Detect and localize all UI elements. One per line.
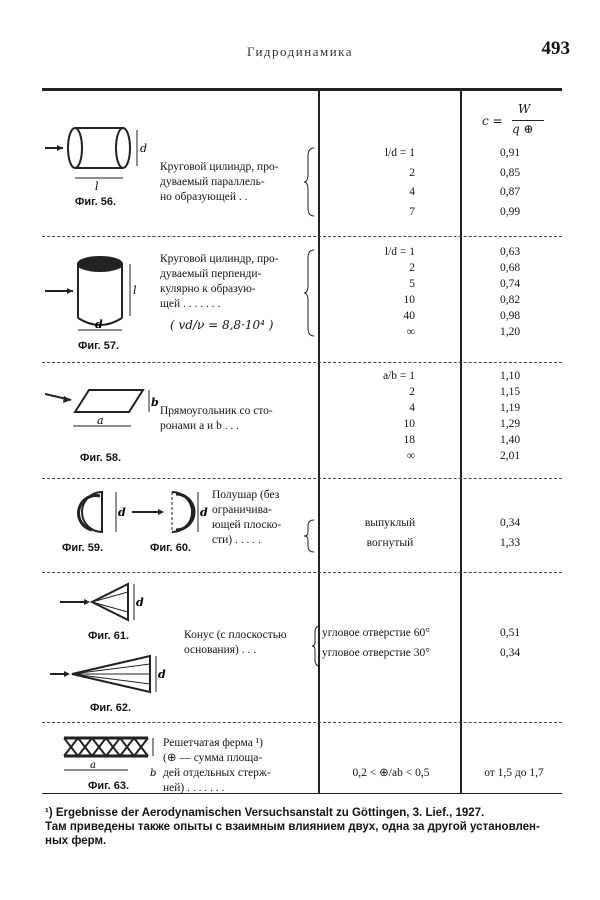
svg-text:d: d bbox=[140, 142, 148, 155]
param-column: l/d = 1 2 4 7 bbox=[384, 147, 415, 218]
svg-text:b: b bbox=[151, 396, 159, 409]
svg-text:a: a bbox=[90, 760, 96, 771]
table-top-rule bbox=[42, 88, 562, 91]
brace bbox=[312, 624, 322, 668]
value-column: 0,34 1,33 bbox=[499, 517, 521, 549]
section-title: Гидродинамика bbox=[246, 44, 354, 59]
value-column: 0,91 0,85 0,87 0,99 bbox=[499, 147, 521, 218]
figure-caption: Фиг. 63. bbox=[88, 780, 130, 792]
svg-text:l: l bbox=[133, 284, 137, 297]
value-column: от 1,5 до 1,7 bbox=[484, 767, 544, 779]
row-separator bbox=[42, 572, 562, 573]
hemisphere-concave-figure bbox=[132, 486, 212, 541]
row-separator bbox=[42, 362, 562, 363]
footnote: ¹) Ergebnisse der Aerodynamischen Versuchsanstalt zu Göttingen, 3. Lief., 1927. Там приведены также опыты с взаимным влиянием двух, одна за другой установлен- ных ферм. bbox=[45, 807, 540, 847]
table-bottom-rule bbox=[42, 793, 562, 794]
value-column: 1,10 1,15 1,19 1,29 1,40 2,01 bbox=[499, 370, 521, 462]
figure-caption: Фиг. 56. bbox=[75, 196, 117, 208]
param-column: угловое отверстие 60° угловое отверстие 30° bbox=[322, 627, 430, 659]
lattice-truss-figure bbox=[58, 730, 158, 780]
row-separator bbox=[42, 722, 562, 723]
figure-caption: Фиг. 58. bbox=[80, 452, 122, 464]
figure-caption: Фиг. 57. bbox=[78, 340, 120, 352]
figure-caption: Фиг. 59. bbox=[62, 542, 104, 554]
hemisphere-convex-figure bbox=[62, 486, 132, 541]
value-column: 0,63 0,68 0,74 0,82 0,98 1,20 bbox=[499, 246, 521, 338]
row-separator bbox=[42, 478, 562, 479]
brace bbox=[304, 518, 316, 554]
brace bbox=[304, 248, 316, 338]
figure-caption: Фиг. 62. bbox=[90, 702, 132, 714]
figure-caption: Фиг. 61. bbox=[88, 630, 130, 642]
reynolds-formula: ( vd/ν = 8,8·10⁴ ) bbox=[170, 318, 274, 332]
row-separator bbox=[42, 236, 562, 237]
param-column: a/b = 1 2 4 10 18 ∞ bbox=[382, 370, 415, 462]
value-column: 0,51 0,34 bbox=[499, 627, 521, 659]
svg-text:d: d bbox=[158, 668, 166, 681]
cone-60-figure bbox=[60, 578, 150, 628]
formula-lhs: c = bbox=[482, 114, 503, 128]
svg-text:a: a bbox=[97, 414, 104, 427]
param-column: выпуклый вогнутый bbox=[364, 517, 416, 549]
formula-denominator: q ⊕ bbox=[512, 122, 534, 136]
param-column: l/d = 1 2 5 10 40 ∞ bbox=[384, 246, 415, 338]
shape-description: Полушар (без ограничива- ющей плоско- сти) . . . . . bbox=[212, 489, 282, 546]
column-divider-left bbox=[318, 88, 320, 793]
svg-text:d: d bbox=[95, 318, 103, 331]
shape-description: Круговой цилиндр, про- дуваемый параллель- но образующей . . bbox=[160, 161, 279, 203]
cylinder-perpendicular-figure bbox=[45, 246, 155, 336]
figure-caption: Фиг. 60. bbox=[150, 542, 192, 554]
cone-30-figure bbox=[50, 650, 180, 700]
shape-description: Конус (с плоскостью основания) . . . bbox=[184, 629, 287, 656]
cylinder-parallel-figure bbox=[45, 118, 155, 193]
brace bbox=[304, 146, 316, 218]
svg-text:d: d bbox=[136, 596, 144, 609]
param-column: 0,2 < ⊕/ab < 0,5 bbox=[352, 767, 430, 779]
svg-text:b: b bbox=[150, 768, 157, 779]
svg-text:d: d bbox=[118, 506, 126, 519]
formula-numerator: W bbox=[518, 102, 531, 116]
shape-description: Прямоугольник со сто- ронами a и b . . . bbox=[160, 405, 273, 432]
shape-description: Решетчатая ферма ¹) (⊕ — сумма площа- дей отдельных стерж- ней) . . . . . . . bbox=[163, 737, 271, 794]
fraction-bar bbox=[512, 120, 544, 121]
column-divider-right bbox=[460, 88, 462, 793]
svg-text:d: d bbox=[200, 506, 208, 519]
shape-description: Круговой цилиндр, про- дуваемый перпенди- кулярно к образую- щей . . . . . . . bbox=[160, 253, 279, 310]
svg-text:l: l bbox=[95, 180, 99, 193]
page-number: 493 bbox=[541, 38, 570, 59]
rectangle-figure bbox=[45, 382, 165, 437]
